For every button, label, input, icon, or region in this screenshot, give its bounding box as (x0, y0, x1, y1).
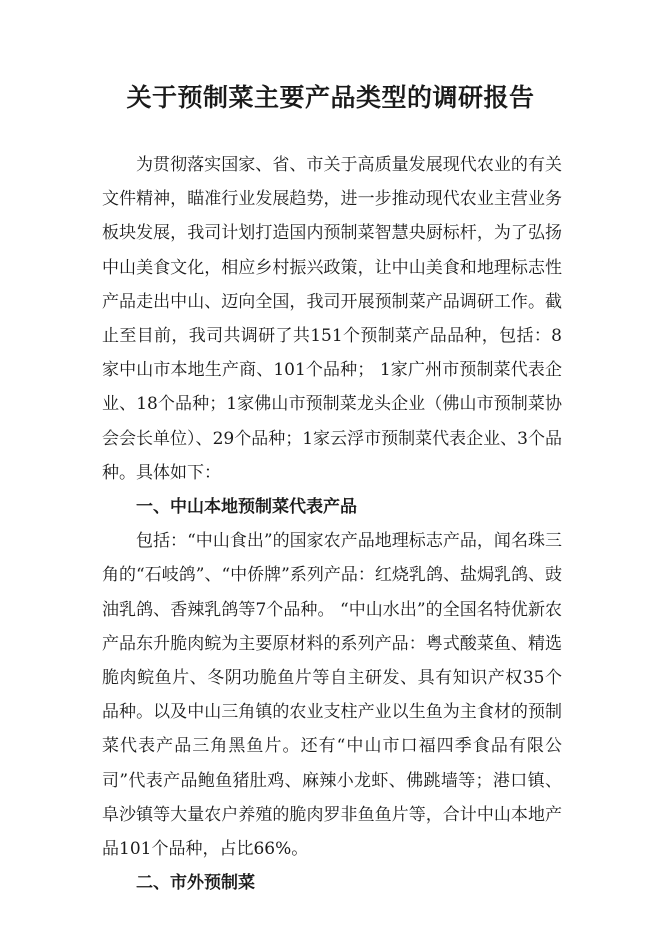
section-heading-local: 一、中山本地预制菜代表产品 (136, 497, 357, 518)
section-heading-external: 二、市外预制菜 (136, 873, 255, 894)
document-body (102, 148, 562, 900)
intro-paragraph: 为贯彻落实国家、省、市关于高质量发展现代农业的有关文件精神，瞄准行业发展趋势，进一步推动现代农业主营业务板块发展，我司计划打造国内预制菜智慧央厨标杆，为了弘扬中山美食文化，相应乡村振兴政策，让中山美食和地理标志性产品走出中山、迈向全国，我司开展预制菜产品调研工作。截止至目前，我司共调研了共151个预制菜产品品种，包括：8家中山市本地生产商、101个品种； 1家广州市预制菜代表企业、18个品种；1家佛山市预制菜龙头企业（佛山市预制菜协会会长单位）、29个品种；1家云浮市预制菜代表企业、3个品种。具体如下： (102, 155, 562, 483)
document-title: 关于预制菜主要产品类型的调研报告 (126, 83, 535, 112)
section-paragraph-local: 包括：“中山食出”的国家农产品地理标志产品，闻名珠三角的“石岐鸽”、“中侨牌”系列产品：红烧乳鸽、盐焗乳鸽、豉油乳鸽、香辣乳鸽等7个品种。 “中山水出”的全国名特优新农产品东升脆肉鲩为主要原材料的系列产品：粤式酸菜鱼、精选脆肉鲩鱼片、冬阴功脆鱼片等自主研发、具有知识产权35个品种。以及中山三角镇的农业支柱产业以生鱼为主食材的预制菜代表产品三角黑鱼片。还有“中山市口福四季食品有限公司”代表产品鲍鱼猪肚鸡、麻辣小龙虾、佛跳墙等；港口镇、阜沙镇等大量农户养殖的脆肉罗非鱼鱼片等，合计中山本地产品101个品种，占比66%。 (102, 531, 562, 860)
